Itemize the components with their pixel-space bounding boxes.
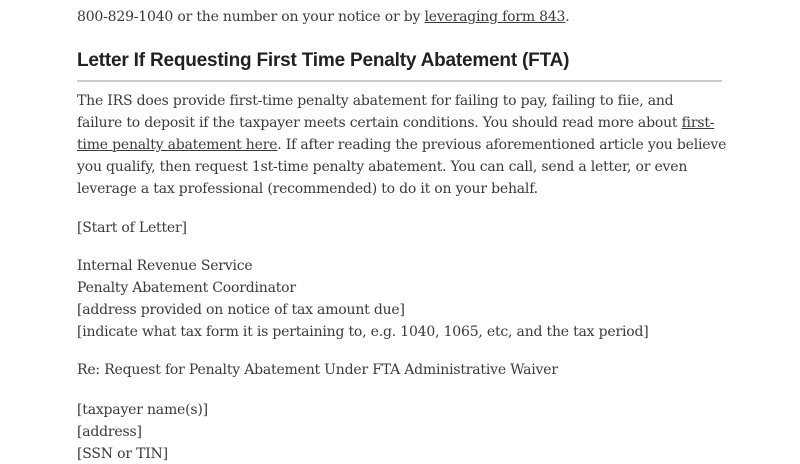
- intro-text: 800-829-1040 or the number on your notice or by: [77, 9, 425, 25]
- taxpayer-line: [address]: [77, 424, 142, 440]
- address-line: Penalty Abatement Coordinator: [77, 280, 296, 296]
- paragraph-line: you qualify, then request 1st-time penalty abatement. You can call, send a letter, or even: [77, 159, 688, 175]
- letter-subject: Re: Request for Penalty Abatement Under FTA Administrative Waiver: [77, 362, 558, 378]
- address-line: [indicate what tax form it is pertaining to, e.g. 1040, 1065, etc, and the tax period]: [77, 324, 649, 340]
- taxpayer-line: [taxpayer name(s)]: [77, 402, 208, 418]
- address-line: [address provided on notice of tax amount due]: [77, 302, 405, 318]
- paragraph-line: The IRS does provide first-time penalty abatement for failing to pay, failing to fiie, and: [77, 93, 674, 109]
- section-heading: Letter If Requesting First Time Penalty Abatement (FTA): [77, 50, 570, 71]
- fta-article-link[interactable]: first-: [681, 115, 715, 131]
- paragraph-line: [77, 135, 726, 155]
- paragraph-line: [77, 113, 714, 133]
- intro-line: [77, 7, 570, 27]
- form-843-link[interactable]: leveraging form 843: [424, 9, 566, 25]
- heading-divider: [77, 80, 722, 82]
- intro-end: .: [565, 9, 570, 25]
- fta-article-link[interactable]: time penalty abatement here: [77, 137, 278, 153]
- paragraph-text: . If after reading the previous aforementioned article you believe: [277, 137, 727, 153]
- letter-start: [Start of Letter]: [77, 220, 187, 236]
- paragraph-text: failure to deposit if the taxpayer meets certain conditions. You should read more about: [77, 115, 682, 131]
- taxpayer-line: [SSN or TIN]: [77, 446, 168, 462]
- paragraph-line: leverage a tax professional (recommended) to do it on your behalf.: [77, 181, 538, 197]
- address-line: Internal Revenue Service: [77, 258, 253, 274]
